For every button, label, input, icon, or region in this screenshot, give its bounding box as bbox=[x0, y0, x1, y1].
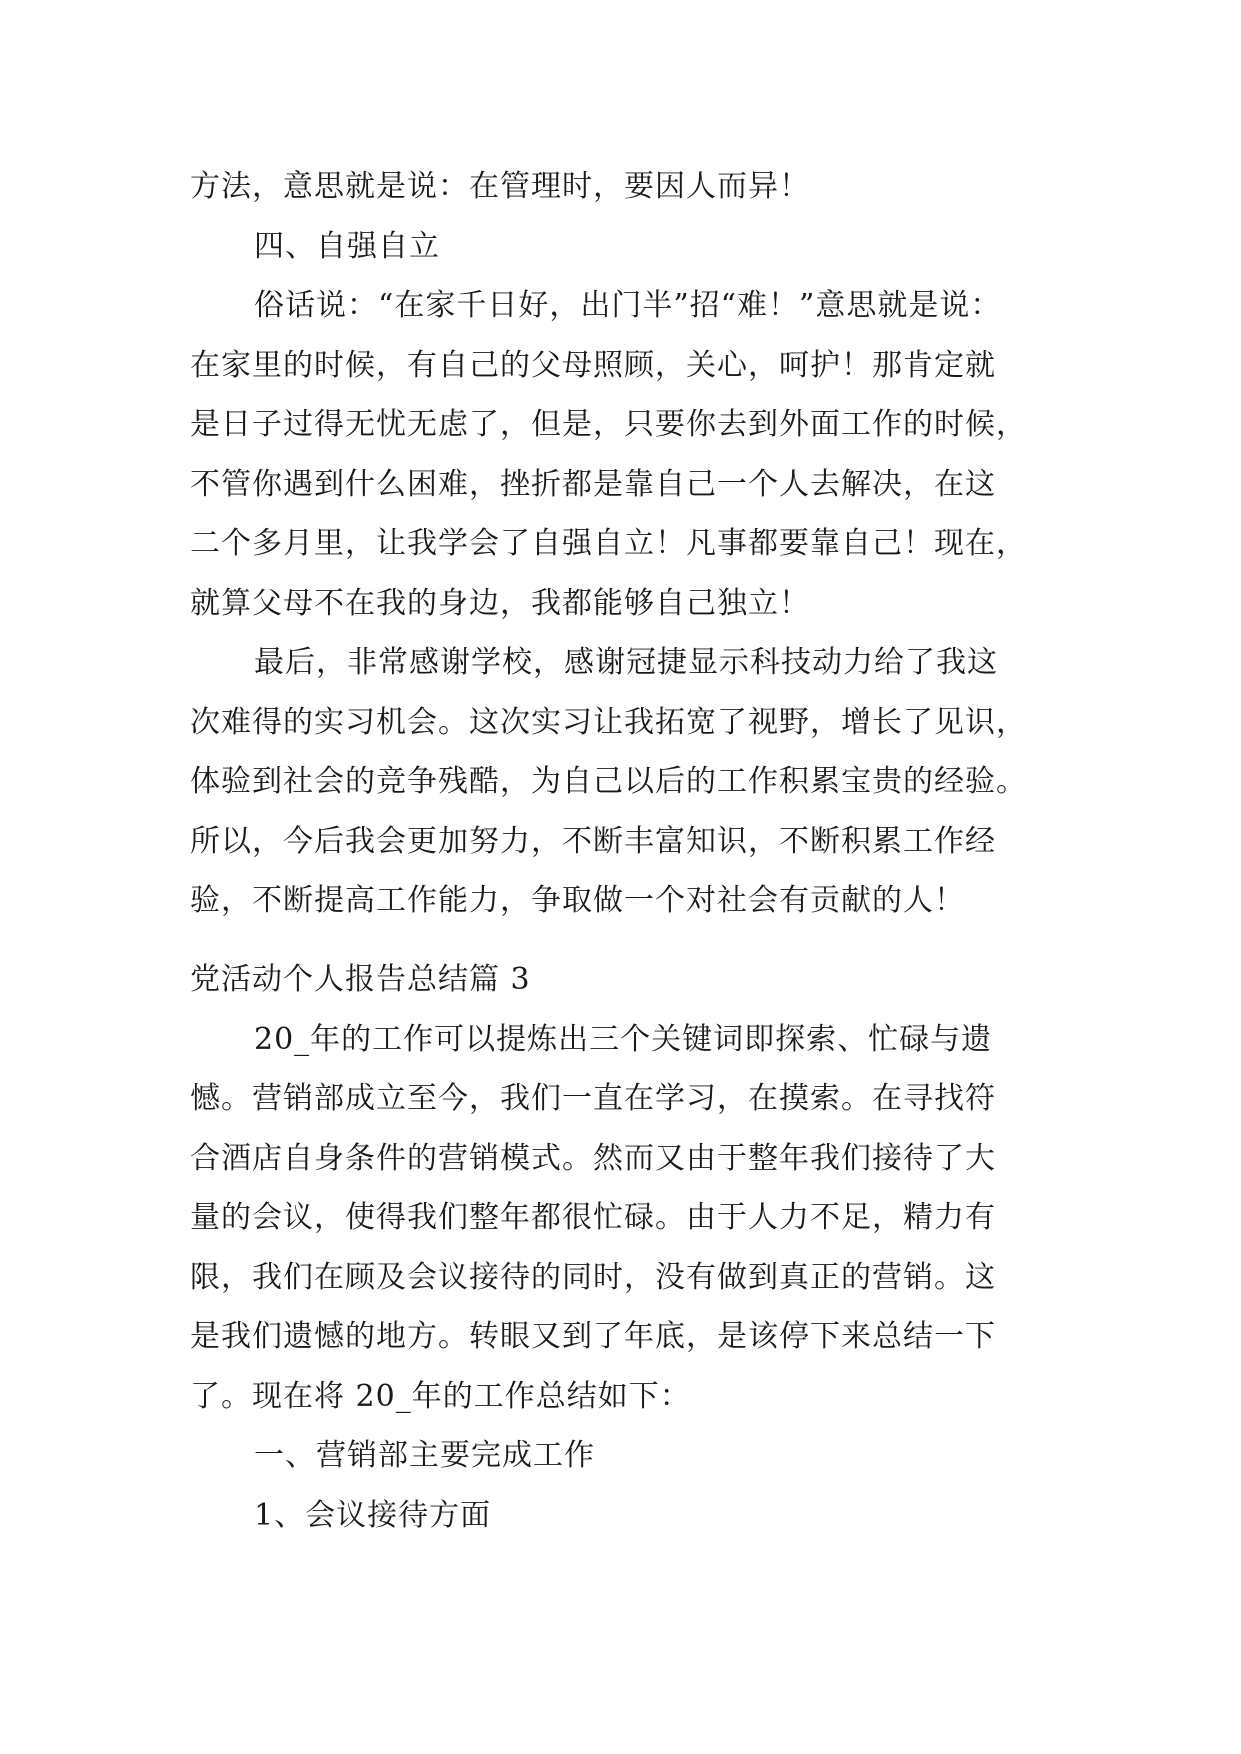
subsection-heading: 1、会议接待方面 bbox=[254, 1497, 492, 1533]
text-line: 二个多月里，让我学会了自强自立！凡事都要靠自己！现在， bbox=[190, 526, 1027, 561]
text-line: 俗话说：“在家千日好，出门半”招“难！”意思就是说： bbox=[254, 288, 1002, 323]
text-line: 不管你遇到什么困难，挫折都是靠自己一个人去解决，在这 bbox=[190, 466, 996, 502]
body-text-section-2 bbox=[190, 950, 1070, 1545]
text-line: 限，我们在顾及会议接待的同时，没有做到真正的营销。这 bbox=[190, 1259, 996, 1295]
body-text-section-1 bbox=[190, 157, 1070, 931]
text-line: 量的会议，使得我们整年都很忙碌。由于人力不足，精力有 bbox=[190, 1200, 996, 1235]
section-heading: 一、营销部主要完成工作 bbox=[254, 1438, 595, 1473]
text-line: 次难得的实习机会。这次实习让我拓宽了视野，增长了见识， bbox=[190, 704, 1027, 740]
text-line: 了。现在将 20_年的工作总结如下： bbox=[190, 1378, 691, 1414]
text-line: 就算父母不在我的身边，我都能够自己独立！ bbox=[190, 585, 810, 621]
text-line: 最后，非常感谢学校，感谢冠捷显示科技动力给了我这 bbox=[254, 645, 998, 680]
text-line: 验，不断提高工作能力，争取做一个对社会有贡献的人！ bbox=[190, 883, 965, 918]
text-line: 在家里的时候，有自己的父母照顾，关心，呵护！那肯定就 bbox=[190, 347, 996, 383]
text-line: 所以，今后我会更加努力，不断丰富知识，不断积累工作经 bbox=[190, 823, 996, 859]
article-title: 党活动个人报告总结篇 3 bbox=[190, 962, 531, 997]
section-heading: 四、自强自立 bbox=[254, 228, 440, 264]
text-line: 20_年的工作可以提炼出三个关键词即探索、忙碌与遗 bbox=[254, 1021, 993, 1057]
text-line: 合酒店自身条件的营销模式。然而又由于整年我们接待了大 bbox=[190, 1140, 996, 1176]
text-line: 憾。营销部成立至今，我们一直在学习，在摸索。在寻找符 bbox=[190, 1081, 996, 1116]
text-line: 是日子过得无忧无虑了，但是，只要你去到外面工作的时候， bbox=[190, 407, 1027, 442]
text-line: 体验到社会的竞争残酷，为自己以后的工作积累宝贵的经验。 bbox=[190, 764, 1027, 799]
text-line: 是我们遗憾的地方。转眼又到了年底，是该停下来总结一下 bbox=[190, 1319, 996, 1354]
text-line: 方法，意思就是说：在管理时，要因人而异！ bbox=[190, 169, 810, 204]
